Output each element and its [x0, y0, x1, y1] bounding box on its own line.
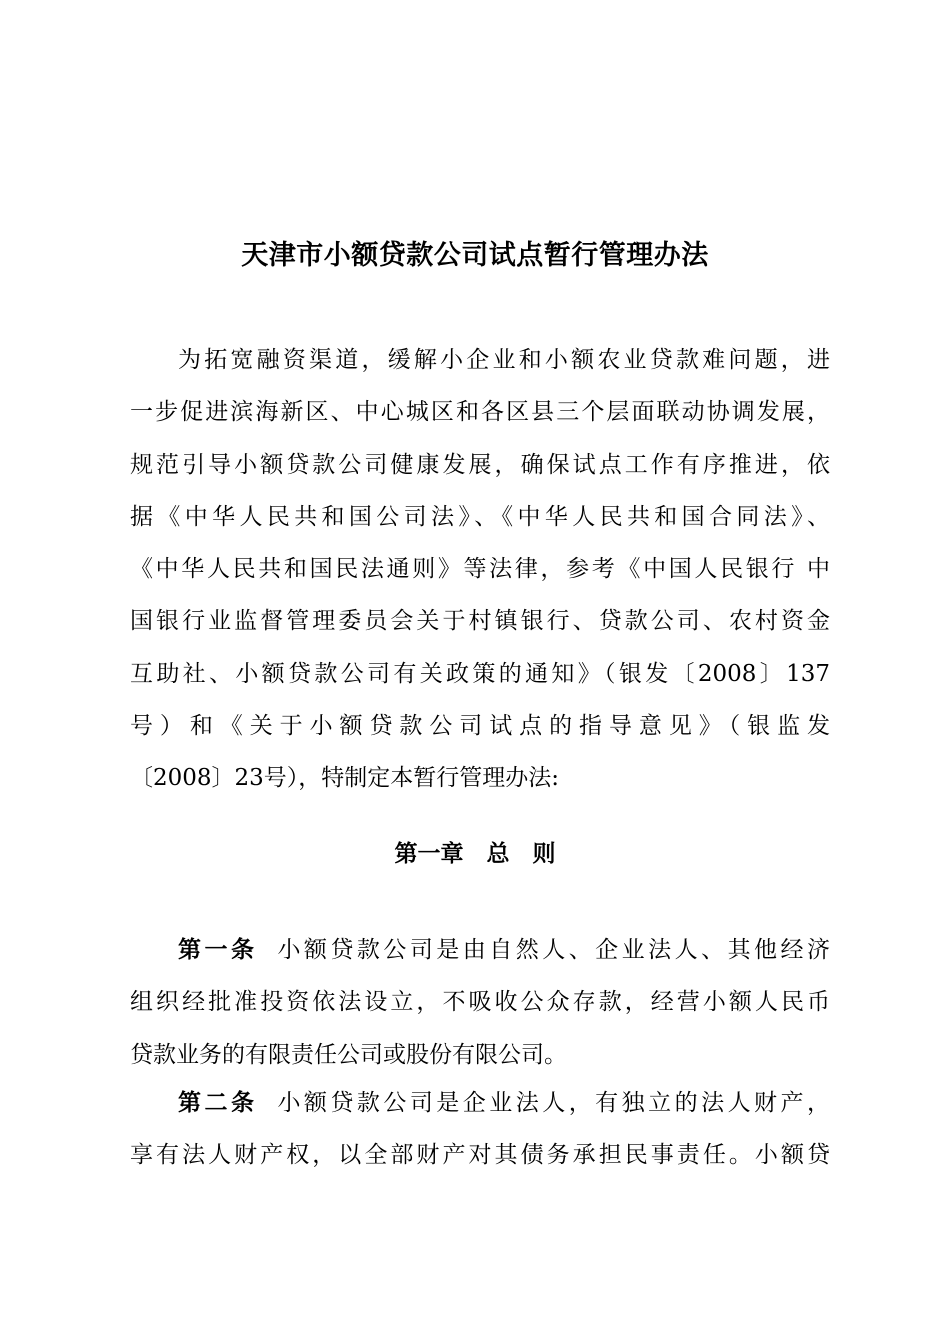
article-label: 第一条: [178, 937, 258, 963]
preamble-line: 〔2008〕23号），特制定本暂行管理办法:: [130, 765, 560, 792]
article-line: 享有法人财产权，以全部财产对其债务承担民事责任。小额贷: [130, 1142, 830, 1169]
article-2: [130, 1077, 830, 1182]
article-text: 小额贷款公司是由自然人、企业法人、其他经济: [277, 937, 831, 963]
article-1: [130, 924, 830, 1081]
article-line: 贷款业务的有限责任公司或股份有限公司。: [130, 1041, 567, 1068]
article-line: 组织经批准投资依法设立，不吸收公众存款，经营小额人民币: [130, 989, 830, 1016]
article-first-line: [130, 924, 830, 976]
preamble-line: 国银行业监督管理委员会关于村镇银行、贷款公司、农村资金: [130, 608, 830, 635]
preamble-line: 《中华人民共和国民法通则》等法律，参考《中国人民银行 中: [130, 556, 830, 583]
preamble-line: 互助社、小额贷款公司有关政策的通知》（银发〔2008〕137: [130, 660, 830, 687]
article-first-line: [130, 1077, 830, 1129]
preamble-line: 规范引导小额贷款公司健康发展，确保试点工作有序推进，依: [130, 451, 830, 478]
document-title: 天津市小额贷款公司试点暂行管理办法: [241, 240, 709, 271]
preamble-line: 号）和《关于小额贷款公司试点的指导意见》（银监发: [130, 713, 830, 740]
article-text: 小额贷款公司是企业法人，有独立的法人财产，: [277, 1090, 831, 1116]
chapter-heading: 第一章 总 则: [394, 841, 556, 867]
preamble-line: 据《中华人民共和国公司法》、《中华人民共和国合同法》、: [130, 503, 830, 530]
preamble-line: 一步促进滨海新区、中心城区和各区县三个层面联动协调发展，: [130, 399, 830, 426]
preamble-paragraph: [130, 334, 830, 805]
article-label: 第二条: [178, 1090, 258, 1116]
preamble-line: 为拓宽融资渠道，缓解小企业和小额农业贷款难问题，进: [178, 347, 830, 373]
